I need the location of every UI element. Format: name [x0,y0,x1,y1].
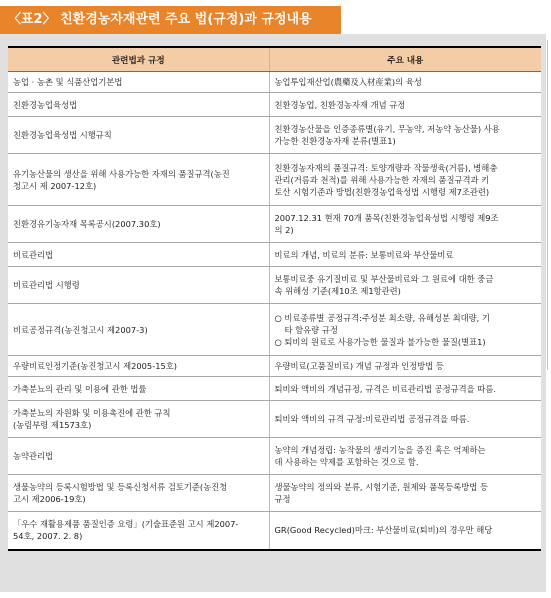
content-text: 친환경농산물을 인증종류별(유기, 무농약, 저농약 농산물) 사용 [274,124,500,134]
table-header-row [8,47,541,72]
content-cell [269,356,541,377]
law-cell [8,267,269,304]
content-cell [269,93,541,117]
content-bullet-continued: 타 함유량 규정 [284,324,338,335]
law-cell [8,93,269,117]
law-cell [8,401,269,438]
table-row [8,512,541,550]
content-text: 2007.12.31 현재 70개 품목(친환경농업육성법 시행령 제9조 [274,213,499,223]
law-text: 친환경농업육성법 [13,99,78,110]
table-row [8,438,541,475]
content-text: 비료의 개념, 비료의 분류: 보통비료와 부산물비료 [274,249,454,260]
law-text: 농업 · 농촌 및 식품산업기본법 [13,77,123,87]
table-row [8,304,541,356]
content-text: 의 2) [274,225,294,235]
content-cell [269,72,541,93]
header-law: 관련법과 규정 [8,47,269,72]
content-text: 퇴비와 액비의 규격 규정:비료관리법 공정규격을 따름. [274,414,470,424]
content-text: 가능한 친환경농자재 분류(별표1) [274,136,396,146]
content-text: 농약의 개념정립: 농작물의 생리기능을 증진 혹은 억제하는 [274,445,486,455]
law-cell [8,154,269,206]
content-text: 농업투입재산업(農藥及入材産業)의 육성 [274,77,422,87]
margin-rule [547,40,548,370]
table-row [8,243,541,267]
content-cell [269,438,541,475]
content-bullet: ○ 비료종류별 공정규격:주성분 최소량, 유해성분 최대량, 기 [274,312,490,323]
table-row [8,377,541,401]
table-row [8,117,541,154]
content-text: GR(Good Recycled)마크: 부산물비료(퇴비)의 경우만 해당 [274,525,493,536]
table-row [8,356,541,377]
law-cell [8,438,269,475]
law-cell [8,475,269,512]
content-cell [269,243,541,267]
law-text: 비료관리법 [13,249,54,260]
content-cell [269,401,541,438]
law-text: 친환경유기농자재 목록공시(2007.30호) [13,219,161,229]
table-row [8,475,541,512]
law-text: 청고시 제 2007-12호) [13,180,97,191]
content-text: 친환경농자재의 품질규격: 토양개량과 작물생육(거름), 병해충 [274,162,498,173]
content-text: 관리(거름과 천적)를 위해 사용가능한 자재의 품질규격과 키 [274,174,490,185]
law-text: 비료공정규격(농진청고시 제2007-3) [13,324,148,335]
law-cell [8,117,269,154]
content-text: 퇴비와 액비의 개념규정, 규격은 비료관리법 공정규격을 따름. [274,383,496,394]
content-cell [269,512,541,550]
content-cell [269,377,541,401]
content-cell [269,304,541,356]
header-content: 주요 내용 [269,47,541,72]
table-title: 〈표2〉 친환경농자재관련 주요 법(규정)과 규정내용 [0,6,341,34]
table-row [8,401,541,438]
content-text: 규정 [274,494,291,504]
table-row [8,154,541,206]
table-row [8,267,541,304]
law-text: 「우수 재활용제품 품질인증 요령」(기술표준원 고시 제2007- [13,519,239,530]
law-text: 친환경농업육성법 시행규칙 [13,130,112,140]
content-bullet: ○ 퇴비의 원료로 사용가능한 물질과 불가능한 물질(별표1) [274,336,486,347]
table-row [8,72,541,93]
content-text: 친환경농업, 친환경농자재 개념 규정 [274,99,406,110]
content-text: 우량비료(고품질비료) 개념 규정과 인정방법 등 [274,361,444,371]
content-text: 보통비료중 유기질비료 및 부산물비료와 그 원료에 대한 중금 [274,274,494,284]
content-cell [269,154,541,206]
content-cell [269,267,541,304]
law-text: 가축분뇨의 관리 및 이용에 관한 법률 [13,383,147,394]
law-text: 가축분뇨의 자원화 및 이용촉진에 관한 규칙 [13,408,171,418]
content-text: 토산 시험기준과 방법(친환경농업육성법 시행령 제7조관련) [274,186,490,197]
law-text: 54호, 2007. 2. 8) [13,531,83,542]
law-text: 농약관리법 [13,451,54,461]
law-text: 고시 제2006-19호) [13,494,86,504]
law-cell [8,304,269,356]
law-cell [8,243,269,267]
content-cell [269,206,541,243]
law-cell [8,72,269,93]
law-cell [8,512,269,550]
law-text: 우량비료인정기준(농진청고시 제2005-15호) [13,361,178,371]
law-text: (농림부령 제1573호) [13,420,92,430]
content-text: 속 위해성 기준(제10조 제1항관련) [274,286,401,296]
law-cell [8,377,269,401]
law-text: 유기농산물의 생산을 위해 사용가능한 자재의 품질규격(농진 [13,168,230,179]
law-text: 생물농약의 등록시험방법 및 등록신청서류 검토기준(농진청 [13,482,228,492]
law-cell [8,206,269,243]
law-text: 비료관리법 시행령 [13,280,80,290]
content-text: 생물농약의 정의와 분류, 시험기준, 원제와 품목등록방법 등 [274,482,488,492]
table-row [8,206,541,243]
content-cell [269,475,541,512]
law-cell [8,356,269,377]
content-cell [269,117,541,154]
content-text: 데 사용하는 약제를 포함하는 것으로 함. [274,457,419,467]
table-row [8,93,541,117]
regulation-table [8,46,541,551]
